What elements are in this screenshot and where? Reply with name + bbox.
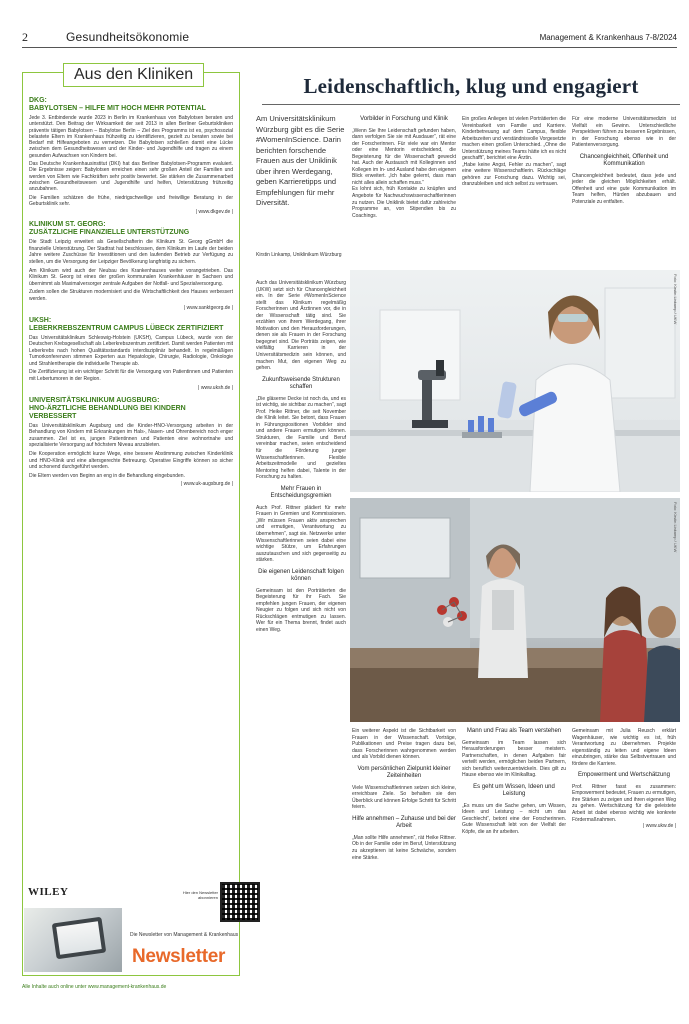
paragraph: Auch Prof. Rittner plädiert für mehr Frauen in Gremien und Kommissionen. „Wir müssen Frauen aktiv ansprechen und ermutigen, Verantwortung zu übernehmen“, sagt sie. Netzwerke unter Wissenschaftlerinnen seien dabei eine wichtige Stütze, um Erfahrungen auszutauschen und sich gegenseitig zu stärken. [256,504,346,564]
article-column-1 [256,280,346,634]
paragraph: Prof. Rittner fasst es zusammen: Empowerment bedeutet, Frauen zu ermutigen, ihre Stärken zu zeigen und ihren eigenen Weg zu gehen. Wertschätzung für die geleistete Arbeit ist dabei ebenso wichtig wie konkrete Fördermaßnahmen. [572,783,676,823]
photo-credit: Foto: Kirstin Linkamp / UKW [673,502,678,553]
news-item-st-georg [29,221,233,310]
subheading: Vorbilder in Forschung und Klinik [360,116,448,122]
lab-scene-illustration [350,270,680,492]
subheading: Die eigenen Leidenschaft folgen können [258,568,344,583]
article-byline: Kirstin Linkamp, Uniklinikum Würzburg [256,252,342,258]
paragraph: Ein weiterer Aspekt ist die Sichtbarkeit von Frauen in der Wissenschaft. Vorträge, Publikationen und Preise tragen dazu bei, dass Forscherinnen wahrgenommen werden und als Vorbild dienen können. [352,728,456,761]
news-paragraph: Die Zertifizierung ist ein wichtiger Schritt für die Versorgung von Patientinnen und Patienten mit Lebertumoren in der Region. [29,369,233,383]
header-rule [22,47,677,48]
news-source-link[interactable]: | www.dkgev.de | [195,209,233,216]
subheading: Mann und Frau als Team verstehen [466,728,562,734]
news-paragraph: Das Universitätsklinikum Schleswig-Holstein (UKSH), Campus Lübeck, wurde von der Deutschen Krebsgesellschaft als Leberkrebszentrum zertifiziert. Damit werden Patienten mit Leberkrebs nach hohen Qualitätsstandards interdisziplinär behandelt. In regelmäßigen Tumorkonferenzen stimmen Experten aus Hepatologie, Chirurgie, Radiologie, Onkologie und Strahlentherapie die individuelle Therapie ab. [29,334,233,367]
subheading: Empowerment und Wertschätzung [578,772,670,779]
article-column-4 [572,116,676,205]
news-source-link[interactable]: | www.uk-augsburg.de | [180,481,233,488]
tablet-icon [52,917,107,960]
section-title: Gesundheitsökonomie [66,30,190,44]
ad-photo [24,908,122,972]
news-headline: HNO-ÄRZTLICHE BEHANDLUNG BEI KINDERN VERBESSERT [29,404,186,420]
news-paragraph: Das Deutsche Krankenhausinstitut (DKI) hat das Berliner Babylotsen-Programm evaluiert. Die Ergebnisse zeigen: Babylotsen erreichen einen sehr großen Anteil der Familien und werden von Eltern wie Fachkräften sehr positiv bewertet. Sie stärken die Zusammenarbeit zwischen Gesundheitswesen und Jugendhilfe und helfen, Unterstützung frühzeitig anzubahnen. [29,161,233,193]
paragraph: Auch das Universitätsklinikum Würzburg (UKW) setzt sich für Chancengleichheit ein. In der Serie #WomenInScience stellt das Klinikum regelmäßig Forscherinnen und Ärztinnen vor, die in der Wissenschaft tätig sind. Sie erzählen von ihrem Werdegang, ihrer Motivation und den Herausforderungen, denen sie als Frauen in der Forschung begegnet sind. Die Porträts zeigen, wie vielfältig Karrieren in der Universitätsmedizin sein können, und machen Mut, den eigenen Weg zu gehen. [256,280,346,372]
paragraph: Gemeinsam mit Julia Reusch erklärt Wagenhäuser, wie wichtig es ist, früh Verantwortung zu übernehmen. Projekte eigenständig zu leiten und eigene Ideen einzubringen, stärke das Selbstvertrauen und fördere die Karriere. [572,728,676,767]
news-item-dkg [29,97,233,215]
paragraph: „Es muss um die Sache gehen, um Wissen, Ideen und Leistung – nicht um das Geschlecht“, betont eine der Forscherinnen. Gute Wissenschaft lebt von der Vielfalt der Köpfe, die an ihr arbeiten. [462,802,566,835]
headline-rule [262,104,680,105]
subheading: Chancengleichheit, Offenheit und Kommunikation [579,153,669,168]
article-column-5 [352,728,456,861]
paragraph: Gemeinsam ist den Porträtierten die Begeisterung für ihr Fach. Sie empfehlen jungen Frauen, der eigenen Neugier zu folgen und sich nicht von Rückschlägen entmutigen zu lassen. Wer für ein Thema brennt, findet auch einen Weg. [256,587,346,633]
news-headline: BABYLOTSEN – HILFE MIT HOCH MEHR POTENTIAL [29,105,206,112]
news-headline: ZUSÄTZLICHE FINANZIELLE UNTERSTÜTZUNG [29,229,190,237]
subheading: Es geht um Wissen, Ideen und Leistung [473,783,555,798]
news-item-uksh [29,317,233,391]
news-paragraph: Die Familien schätzen die frühe, niedrigschwellige und freiwillige Beratung in der Geburtsklinik sehr. [29,194,233,207]
paragraph: Chancengleichheit bedeutet, dass jede und jeder die gleichen Möglichkeiten erhält. Offenheit und eine gute Kommunikation im Team helfen, Hürden abzubauen und Potenziale zu entfalten. [572,172,676,205]
paragraph: „Die gläserne Decke ist noch da, und es ist wichtig, sie sichtbar zu machen“, sagt Prof. Heike Rittner, die seit November die Klinik leitet. Sie betont, dass Frauen in Führungspositionen Vorbilder sind und andere Frauen ermutigen können. Strukturen, die Familie und Beruf vereinbar machen, seien entscheidend für die Förderung junger Wissenschaftlerinnen. Flexible Arbeitszeitmodelle und gezieltes Mentoring helfen dabei, Talente in der Forschung zu halten. [256,395,346,481]
news-paragraph: Die Kooperation ermöglicht kurze Wege, eine bessere Abstimmung zwischen Kinderklinik und HNO-Klinik und eine altersgerechte Betreuung. Operative Eingriffe können so sicher und schonend durchgeführt werden. [29,451,233,471]
newsletter-ad[interactable] [22,880,240,976]
wiley-logo: WILEY [28,886,69,898]
news-paragraph: Die Eltern werden von Beginn an eng in die Behandlung eingebunden. [29,472,185,479]
qr-code-icon[interactable] [220,882,260,922]
news-paragraph: Das Universitätsklinikum Augsburg und die Kinder-HNO-Versorgung arbeiten in der Behandlung von Kindern mit Erkrankungen im Hals-, Nasen- und Ohrenbereich noch enger zusammen. Ziel ist es, jungen Patientinnen und Patienten eine wohnortnahe und spezialisierte Versorgung auf höchstem Niveau anzubieten. [29,422,233,449]
news-paragraph: Zudem sollen die Strukturen modernisiert und die Wirtschaftlichkeit des Hauses verbessert werden. [29,289,233,302]
article-headline: Leidenschaftlich, klug und engagiert [303,74,639,98]
paragraph: „Habe keine Angst, Fehler zu machen“, sagt eine weitere Wissenschaftlerin. Rückschläge gehören zur Forschung dazu. Wichtig sei, dranzubleiben und sich selbst zu vertrauen. [462,161,566,188]
paragraph: Für eine moderne Universitätsmedizin ist Vielfalt ein Gewinn. Unterschiedliche Perspektiven führen zu besseren Ergebnissen, in der Forschung ebenso wie in der Patientenversorgung. [572,116,676,149]
news-item-augsburg [29,397,233,488]
article-column-3 [462,116,566,188]
paragraph: Viele Wissenschaftlerinnen setzen sich kleine, erreichbare Ziele. So behalten sie den Überblick und können Erfolge Schritt für Schritt feiern. [352,784,456,811]
news-source-link[interactable]: | www.sanktgeorg.de | [183,304,233,311]
subheading: Mehr Frauen in Entscheidungsgremien [270,485,332,500]
paragraph: „Man sollte Hilfe annehmen“, rät Heike Rittner. Ob in der Familie oder im Beruf, Unterstützung zu akzeptieren ist keine Schwäche, sondern eine Stärke. [352,834,456,861]
news-kicker: UNIVERSITÄTSKLINIKUM AUGSBURG: [29,396,160,404]
paragraph: Ein großes Anliegen ist vielen Porträtierten die Vereinbarkeit von Familie und Karriere. Kinderbetreuung auf dem Campus, flexible Arbeitszeiten und verständnisvolle Vorgesetzte machen einen großen Unterschied. „Ohne die Unterstützung meines Teams hätte ich es nicht geschafft“, berichtet eine Ärztin. [462,116,566,162]
publication-name: Management & Krankenhaus 7-8/2024 [539,33,677,42]
lab-photo [350,270,680,492]
article-lede: Am Universitätsklinikum Würzburg gibt es die Serie #WomenInScience. Darin berichten forschende Frauen aus der Uniklinik über ihren Werdegang, geben Karrieretipps und Empfehlungen für mehr Diversität. [256,114,345,207]
photo-credit: Foto: Kirstin Linkamp / UKW [673,274,678,325]
news-source-link[interactable]: | www.uksh.de | [198,384,233,391]
article-column-7 [572,728,676,830]
news-paragraph: Am Klinikum wird auch der Neubau des Krankenhauses weiter vorangetrieben. Das Klinikum St. Georg ist eines der großen kommunalen Krankenhäuser in Sachsen und übernimmt als Maximalversorger zentrale Aufgaben der Notfall- und Spezialversorgung. [29,267,233,287]
news-kicker: DKG: [29,97,47,104]
sidebar-news-box [22,66,240,976]
news-kicker: KLINIKUM ST. GEORG: [29,221,106,229]
article-column-6 [462,728,566,836]
news-headline: LEBERKREBSZENTRUM CAMPUS LÜBECK ZERTIFIZIERT [29,324,224,332]
paragraph: Es lohnt sich, früh Kontakte zu knüpfen und Angebote für Nachwuchswissenschaftlerinnen zu nutzen. Die Uniklinik bietet dafür zahlreiche Programme an, von Stipendien bis zu Coachings. [352,186,456,219]
subheading: Hilfe annehmen – Zuhause und bei der Arbeit [352,815,456,830]
ad-subline: Die Newsletter von Management & Krankenhaus [130,932,239,938]
paragraph: Gemeinsam im Team lassen sich Herausforderungen besser meistern. Partnerschaften, in denen Aufgaben fair verteilt werden, ermöglichen beiden Partnern, sich beruflich weiterzuentwickeln. Dies gilt zu Hause ebenso wie im Klinikalltag. [462,739,566,779]
news-paragraph: Die Stadt Leipzig erweitert als Gesellschafterin die Klinikum St. Georg gGmbH die finanzielle Unterstützung. Der Stadtrat hat beschlossen, dem Klinikum im Laufe der beiden Jahre weitere Zuschüsse für Investitionen und den laufenden Betrieb zur Verfügung zu stellen, um die Versorgung der Leipziger Bevölkerung langfristig zu sichern. [29,239,233,265]
footer-link[interactable]: Alle Inhalte auch online unter www.management-krankenhaus.de [22,984,167,990]
page-number: 2 [22,30,28,44]
qr-caption: Hier den Newsletter abonnieren [182,890,218,900]
lecture-photo [350,498,680,722]
article-column-2 [352,116,456,219]
article-source-link[interactable]: | www.ukw.de | [643,823,676,830]
sidebar-title: Aus den Kliniken [63,63,204,87]
paragraph: „Wenn Sie Ihre Leidenschaft gefunden haben, dann verfolgen Sie sie mit Ausdauer“, rät eine der Forscherinnen. Für viele war ein Mentor oder eine Mentorin entscheidend, die Begeisterung für die Wissenschaft geweckt hat. Auch der Austausch mit Kolleginnen und Kollegen im In- und Ausland habe den eigenen Blick erweitert. „Ich habe gelernt, dass man nicht alles allein schaffen muss.“ [352,127,456,186]
subheading: Vom persönlichen Zielpunkt kleiner Zeiteinheiten [357,765,451,780]
ad-newsletter-title: Newsletter [132,946,226,967]
news-paragraph: Jede 3. Entbindende wurde 2023 in Berlin im Krankenhaus von Babylotsen beraten und unterstützt. Den Beitrag der Wirksamkeit der seit 2013 in allen Berliner Geburtskliniken präventiv tätigen Babylotsen – Babylotse Berlin – Ziel des Programms ist es, psychosozial belastete Eltern im Krankenhaus frühzeitig zu identifizieren, gezielt zu beraten sowie bei Bedarf mit Hilfeangeboten zu vernetzen. Die Babylotsen schließen damit eine Lücke zwischen dem Gesundheitswesen und der Kinder- und Jugendhilfe und tragen zu einem gesunden Aufwachsen von Kindern bei. [29,115,233,159]
subheading: Zukunftsweisende Strukturen schaffen [262,376,340,391]
lecture-scene-illustration [350,498,680,722]
news-kicker: UKSH: [29,316,52,324]
